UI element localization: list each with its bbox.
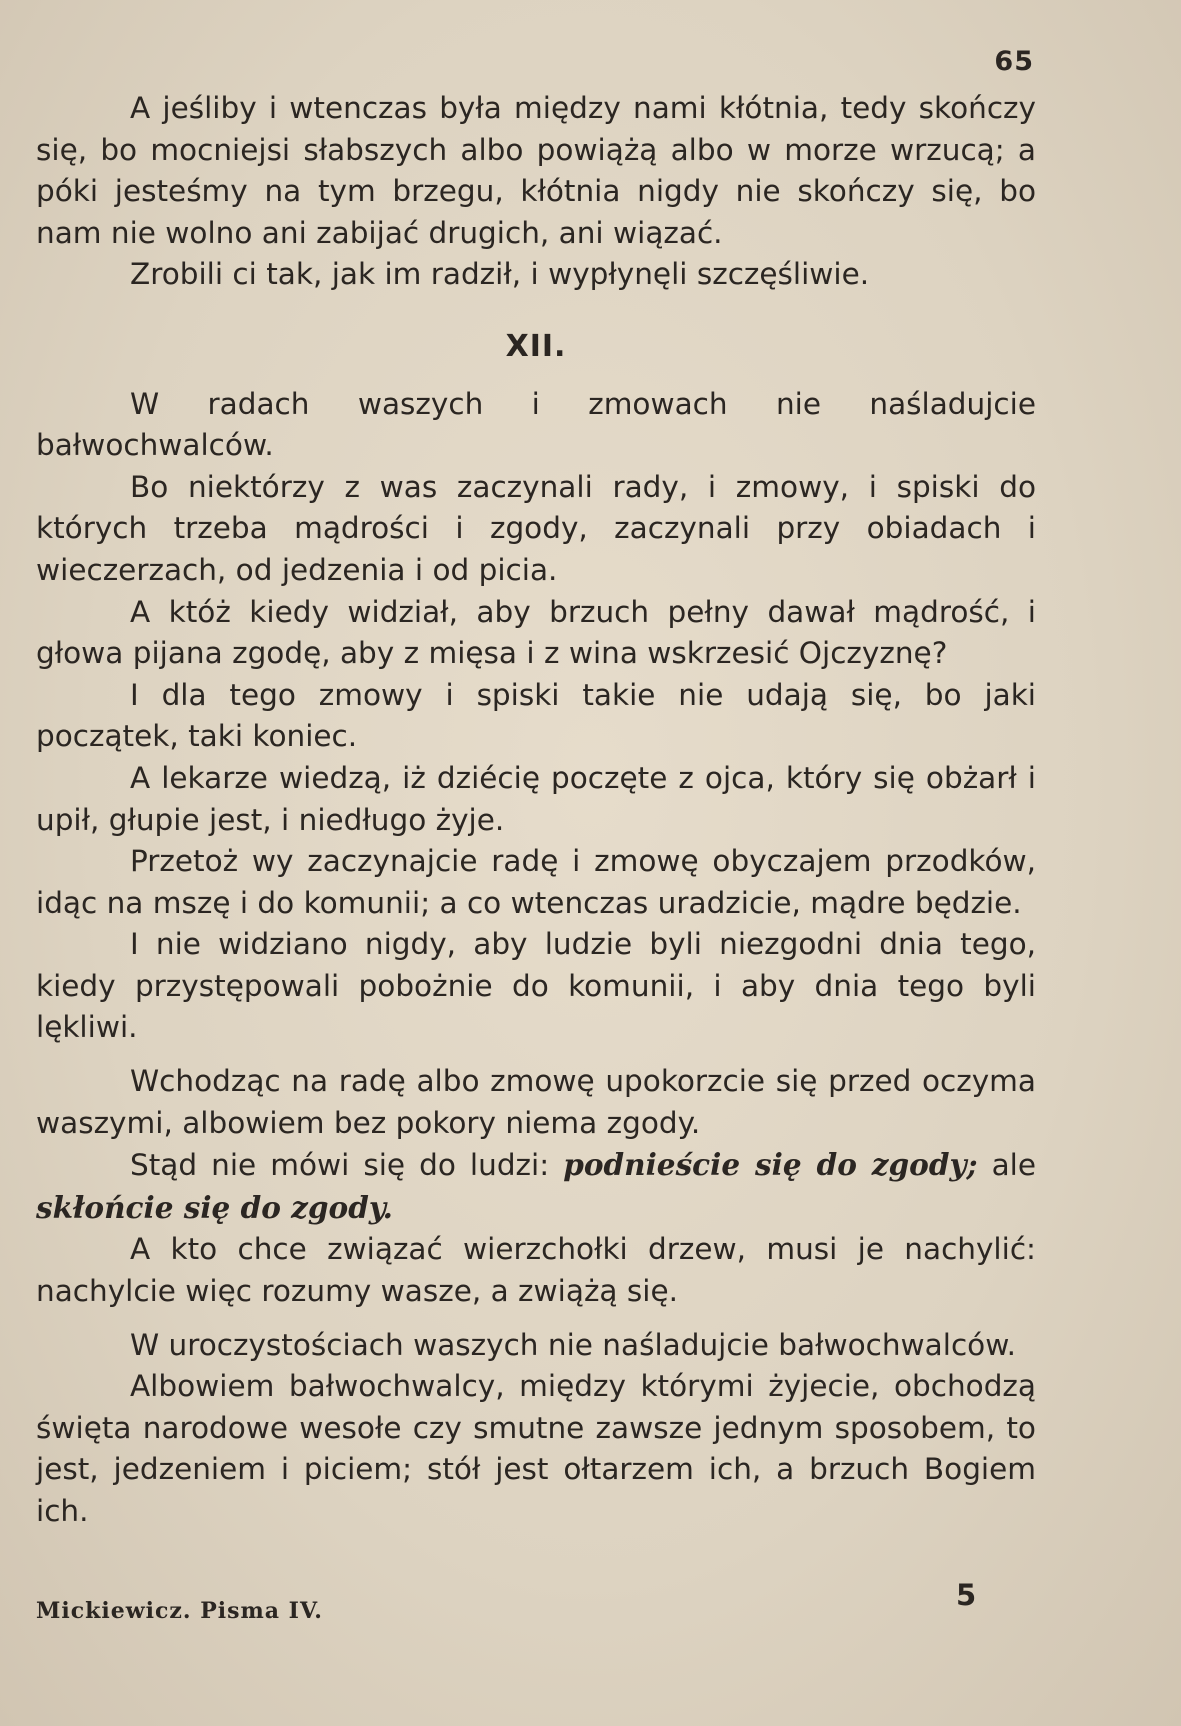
paragraph: W uroczystościach waszych nie naśladujcie bałwochwalców. [130,1327,1017,1362]
paragraph: I nie widziano nigdy, aby ludzie byli niezgodni dnia tego, kiedy przystępowali pobożnie do komunii, i aby dnia tego byli lękliwi. [36,927,1036,1045]
paragraph: Zrobili ci tak, jak im radził, i wypłynęli szczęśliwie. [130,257,870,292]
italic-phrase: skłońcie się do zgody. [36,1189,393,1225]
paragraph: A lekarze wiedzą, iż dziécię poczęte z ojca, który się obżarł i upił, głupie jest, i niedługo żyje. [36,760,1036,837]
paragraph: Albowiem bałwochwalcy, między którymi żyjecie, obchodzą święta narodowe wesołe czy smutne zawsze jednym sposobem, to jest, jedzeniem i piciem; stół jest ołtarzem ich, a brzuch Bogiem ich. [36,1369,1036,1528]
page-number: 65 [994,46,1034,77]
text-run: Stąd nie mówi się do ludzi: [130,1148,564,1183]
paragraph: A któż kiedy widział, aby brzuch pełny dawał mądrość, i głowa pijana zgodę, aby z mięsa i z wina wskrzesić Ojczyznę? [36,594,1036,671]
paragraph: Przetoż wy zaczynajcie radę i zmowę obyczajem przodków, idąc na mszę i do komunii; a co wtenczas uradzicie, mądre będzie. [36,844,1036,920]
paragraph: Bo niektórzy z was zaczynali rady, i zmowy, i spiski do których trzeba mądrości i zgody, zaczynali przy obiadach i wieczerzach, od jedzenia i od picia. [36,469,1036,587]
signature-mark: 5 [956,1578,977,1612]
chapter-heading: XII. [505,328,567,364]
italic-phrase: podnieście się do zgody; [563,1147,978,1183]
paragraph: Wchodząc na radę albo zmowę upokorzcie się przed oczyma waszymi, albowiem bez pokory niema zgody. [36,1064,1036,1140]
text-run: ale [977,1148,1036,1183]
paragraph: A kto chce związać wierzchołki drzew, musi je nachylić: nachylcie więc rozumy wasze, a zwiążą się. [36,1232,1036,1309]
paragraph: W radach waszych i zmowach nie naśladujcie bałwochwalców. [36,386,1036,463]
footer-title: Mickiewicz. Pisma IV. [36,1598,323,1624]
paragraph: A jeśliby i wtenczas była między nami kłótnia, tedy skończy się, bo mocniejsi słabszych albo powiążą albo w morze wrzucą; a póki jesteśmy na tym brzegu, kłótnia nigdy nie skończy się, bo nam nie wolno ani zabijać drugich, ani wiązać. [36,91,1036,250]
paragraph: I dla tego zmowy i spiski takie nie udają się, bo jaki początek, taki koniec. [36,677,1036,754]
paragraph-with-italics [36,1144,1036,1229]
page-text [36,88,1036,1533]
